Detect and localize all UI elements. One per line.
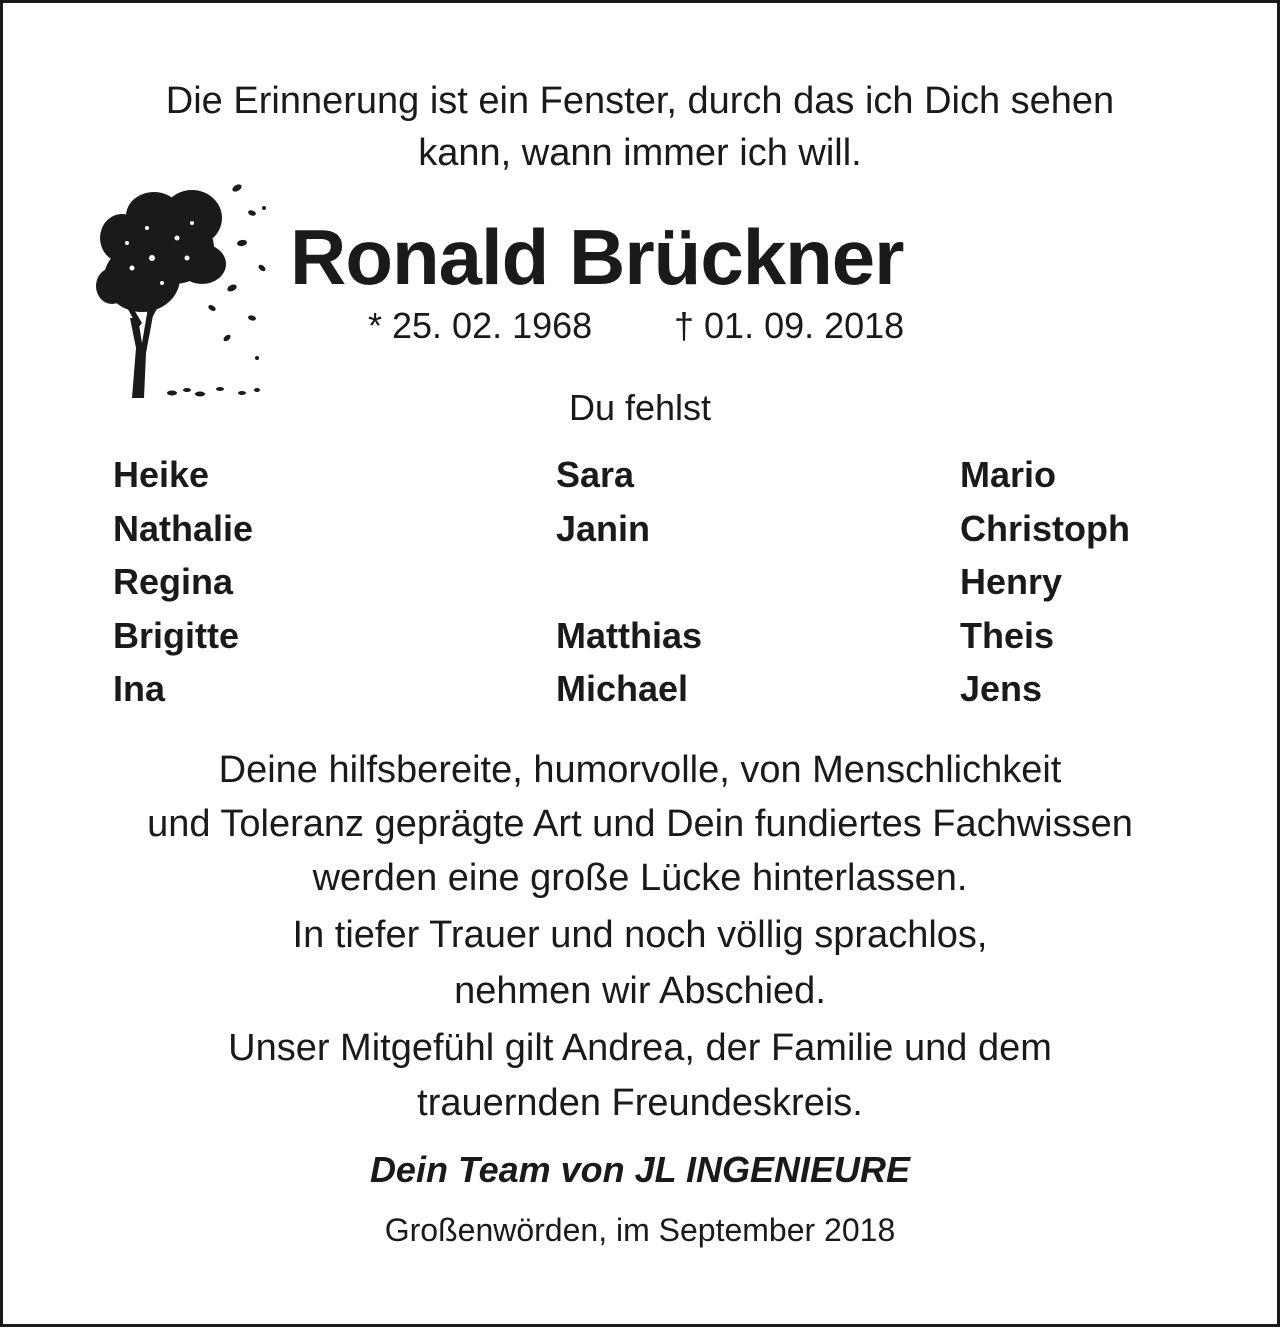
tree-icon [92,168,272,408]
miss-text: Du fehlst [568,387,712,428]
tribute-line-7: trauernden Freundeskreis. [417,1082,863,1124]
quote-line-1: Die Erinnerung ist ein Fenster, durch das ich Dich sehen [165,80,1115,122]
mourner-name: Sara [556,454,635,495]
signature: Dein Team von JL INGENIEURE [369,1149,911,1190]
mourner-name: Jens [960,668,1043,709]
tribute-line-1: Deine hilfsbereite, humorvolle, von Menschlichkeit [218,749,1062,791]
deceased-name: Ronald Brückner [290,213,904,301]
mourner-name: Janin [556,507,651,549]
birth-date: * 25. 02. 1968 [368,305,593,346]
mourner-name: Henry [960,561,1063,602]
mourners-column-3 [960,448,1130,716]
mourner-name: Ina [113,668,166,709]
mourner-name: Theis [960,614,1055,656]
mourner-name: Michael [556,668,689,709]
mourner-name: Heike [113,454,210,495]
mourner-name: Brigitte [113,614,239,656]
mourner-name: Nathalie [113,507,254,549]
mourner-name: Mario [960,454,1057,495]
tribute-line-2: und Toleranz geprägte Art und Dein fundiertes Fachwissen [147,803,1133,845]
mourner-name [556,555,702,609]
mourners-column-1 [113,448,253,716]
death-date: † 01. 09. 2018 [674,305,905,346]
mourner-name: Christoph [960,507,1130,549]
mourners-column-2 [556,448,702,716]
tribute-line-4: In tiefer Trauer und noch völlig sprachlos, [292,914,988,956]
tribute-line-6: Unser Mitgefühl gilt Andrea, der Familie und dem [228,1027,1052,1069]
quote-line-2: kann, wann immer ich will. [418,132,862,174]
tribute-line-3: werden eine große Lücke hinterlassen. [312,857,968,899]
mourner-name: Matthias [556,614,703,656]
place-date: Großenwörden, im September 2018 [384,1212,896,1248]
mourner-name: Regina [113,561,234,602]
tribute-line-5: nehmen wir Abschied. [454,970,826,1012]
